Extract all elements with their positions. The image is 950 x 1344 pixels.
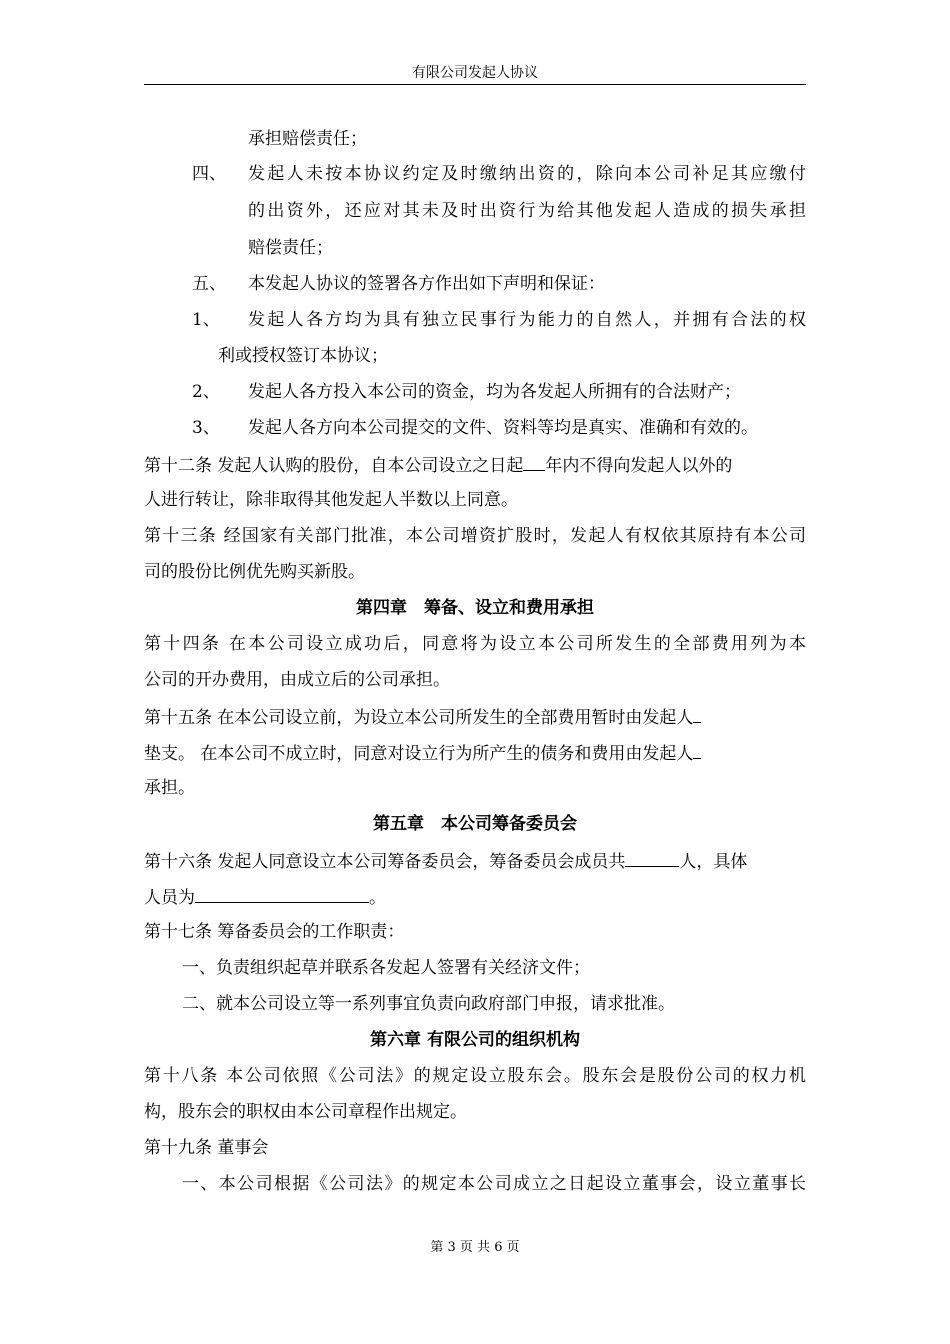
paragraph-line: 承担赔偿责任； <box>248 129 367 149</box>
paragraph-line: 一、负责组织起草并联系各发起人签署有关经济文件； <box>182 958 590 978</box>
chapter-heading: 第五章 本公司筹备委员会 <box>373 814 577 834</box>
paragraph-line: 司的股份比例优先购买新股。 <box>144 562 365 582</box>
chapter-heading: 第四章 筹备、设立和费用承担 <box>356 598 594 618</box>
paragraph-line: 公司的开办费用，由成立后的公司承担。 <box>144 670 450 690</box>
paragraph-line: 的出资外，还应对其未及时出资行为给其他发起人造成的损失承担 <box>248 201 806 221</box>
item-number: 四、 <box>192 164 226 184</box>
article-text: 垫支。 在本公司不成立时，同意对设立行为所产生的债务和费用由发起人 <box>144 744 694 764</box>
paragraph-line: 第十七条 筹备委员会的工作职责： <box>144 922 405 942</box>
paragraph-line: 本发起人协议的签署各方作出如下声明和保证： <box>248 274 605 294</box>
paragraph-line: 第十三条 经国家有关部门批准，本公司增资扩股时，发起人有权依其原持有本公司 <box>144 526 806 546</box>
item-number: 五、 <box>192 274 226 294</box>
article-16-line2 <box>144 884 386 910</box>
article-text: 第十二条 发起人认购的股份，自本公司设立之日起 <box>144 456 524 476</box>
paragraph-line: 赔偿责任； <box>248 238 333 258</box>
article-text: 年内不得向发起人以外的 <box>545 456 733 476</box>
paragraph-line: 利或授权签订本协议； <box>218 346 388 366</box>
paragraph-line: 人进行转让，除非取得其他发起人半数以上同意。 <box>144 490 518 510</box>
fill-blank[interactable] <box>693 704 701 723</box>
paragraph-line: 发起人各方均为具有独立民事行为能力的自然人，并拥有合法的权 <box>248 310 806 330</box>
paragraph-line: 第十四条 在本公司设立成功后，同意将为设立本公司所发生的全部费用列为本 <box>144 634 806 654</box>
item-number: 3、 <box>192 418 220 438</box>
member-count-blank[interactable] <box>625 848 679 867</box>
page-number: 第 3 页 共 6 页 <box>430 1240 520 1255</box>
article-text: 第十五条 在本公司设立前，为设立本公司所发生的全部费用暂时由发起人 <box>144 708 694 728</box>
paragraph-line: 发起人各方向本公司提交的文件、资料等均是真实、准确和有效的。 <box>248 418 758 438</box>
paragraph-line: 发起人各方投入本公司的资金，均为各发起人所拥有的合法财产； <box>248 382 741 402</box>
item-number: 1、 <box>192 310 220 330</box>
fill-blank[interactable] <box>523 452 545 471</box>
paragraph-line: 构，股东会的职权由本公司章程作出规定。 <box>144 1102 467 1122</box>
paragraph-line: 二、就本公司设立等一系列事宜负责向政府部门申报，请求批准。 <box>182 994 675 1014</box>
paragraph-line: 发起人未按本协议约定及时缴纳出资的，除向本公司补足其应缴付 <box>248 164 806 184</box>
article-text: 人员为 <box>144 888 195 908</box>
paragraph-line: 承担。 <box>144 778 195 798</box>
article-15-line1 <box>144 704 701 730</box>
article-16-line1 <box>144 848 747 874</box>
article-15-line2 <box>144 740 701 766</box>
page-header: 有限公司发起人协议 <box>144 62 806 85</box>
paragraph-line: 第十九条 董事会 <box>144 1138 269 1158</box>
article-text: 人，具体 <box>679 852 748 872</box>
fill-blank[interactable] <box>693 740 701 759</box>
article-text: 第十六条 发起人同意设立本公司筹备委员会，筹备委员会成员共 <box>144 852 626 872</box>
article-12-line1 <box>144 452 732 478</box>
paragraph-line: 第十八条 本公司依照《公司法》的规定设立股东会。股东会是股份公司的权力机 <box>144 1066 806 1086</box>
member-names-blank[interactable] <box>195 884 369 903</box>
item-number: 2、 <box>192 382 220 402</box>
chapter-heading: 第六章 有限公司的组织机构 <box>370 1030 580 1050</box>
paragraph-line: 一、本公司根据《公司法》的规定本公司成立之日起设立董事会，设立董事长 <box>182 1174 806 1194</box>
article-text: 。 <box>369 888 386 908</box>
